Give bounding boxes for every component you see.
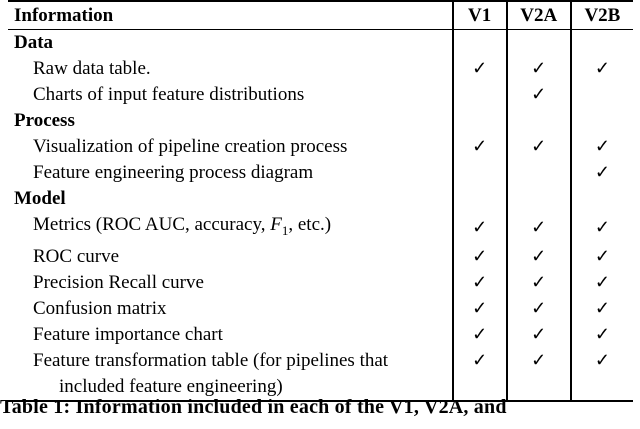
table-row bbox=[8, 322, 633, 348]
header-information: Information bbox=[8, 1, 453, 30]
check-v2b: ✓ bbox=[571, 160, 633, 186]
row-label: Metrics (ROC AUC, accuracy, $F_1$, etc.) bbox=[33, 214, 332, 238]
check-v2a: ✓ bbox=[507, 348, 571, 401]
check-v2b: ✓ bbox=[571, 296, 633, 322]
section-process bbox=[8, 108, 633, 134]
check-v1: ✓ bbox=[453, 244, 507, 270]
check-v2a: ✓ bbox=[507, 212, 571, 244]
row-label: ROC curve bbox=[33, 245, 120, 267]
check-v1: ✓ bbox=[453, 296, 507, 322]
row-label: Feature importance chart bbox=[33, 323, 223, 345]
check-v2b: ✓ bbox=[571, 348, 633, 401]
table-row bbox=[8, 348, 633, 401]
section-data bbox=[8, 30, 633, 57]
check-v2b: ✓ bbox=[571, 244, 633, 270]
check-v2a: ✓ bbox=[507, 270, 571, 296]
section-title: Data bbox=[14, 32, 54, 53]
information-table bbox=[8, 0, 633, 402]
table-row bbox=[8, 56, 633, 82]
header-v2b: V2B bbox=[571, 1, 633, 30]
row-label: Charts of input feature distributions bbox=[33, 84, 305, 105]
table-row bbox=[8, 160, 633, 186]
check-v2b: ✓ bbox=[571, 134, 633, 160]
check-v2b: ✓ bbox=[571, 212, 633, 244]
check-v1: ✓ bbox=[453, 322, 507, 348]
section-title: Process bbox=[14, 110, 75, 131]
row-label: Feature engineering process diagram bbox=[33, 162, 314, 183]
table-row bbox=[8, 82, 633, 108]
check-v1: ✓ bbox=[453, 212, 507, 244]
check-v2a bbox=[507, 160, 571, 186]
check-v2a: ✓ bbox=[507, 322, 571, 348]
check-v1: ✓ bbox=[453, 270, 507, 296]
table-row bbox=[8, 212, 633, 244]
check-v2b bbox=[571, 82, 633, 108]
check-v2a: ✓ bbox=[507, 56, 571, 82]
check-v1: ✓ bbox=[453, 134, 507, 160]
row-label: Precision Recall curve bbox=[33, 271, 204, 293]
check-v1 bbox=[453, 160, 507, 186]
section-model bbox=[8, 186, 633, 212]
table-caption: Table 1: Information included in each of the V1, V2A, and bbox=[0, 396, 507, 418]
check-v2b: ✓ bbox=[571, 56, 633, 82]
check-v2a: ✓ bbox=[507, 244, 571, 270]
table-row bbox=[8, 244, 633, 270]
check-v1: ✓ bbox=[453, 56, 507, 82]
row-label: Raw data table. bbox=[33, 58, 151, 79]
header-v1: V1 bbox=[453, 1, 507, 30]
row-label: Feature transformation table (for pipelines that included feature engineering) bbox=[8, 348, 453, 401]
check-v1: ✓ bbox=[453, 348, 507, 401]
check-v2b: ✓ bbox=[571, 270, 633, 296]
check-v2b: ✓ bbox=[571, 322, 633, 348]
table-row bbox=[8, 296, 633, 322]
header-row bbox=[8, 1, 633, 30]
check-v2a: ✓ bbox=[507, 134, 571, 160]
row-label: Confusion matrix bbox=[33, 297, 167, 319]
row-label: Visualization of pipeline creation process bbox=[33, 136, 348, 157]
check-v2a: ✓ bbox=[507, 296, 571, 322]
section-title: Model bbox=[14, 188, 66, 209]
header-v2a: V2A bbox=[507, 1, 571, 30]
check-v2a: ✓ bbox=[507, 82, 571, 108]
table-row bbox=[8, 134, 633, 160]
table-row bbox=[8, 270, 633, 296]
check-v1 bbox=[453, 82, 507, 108]
